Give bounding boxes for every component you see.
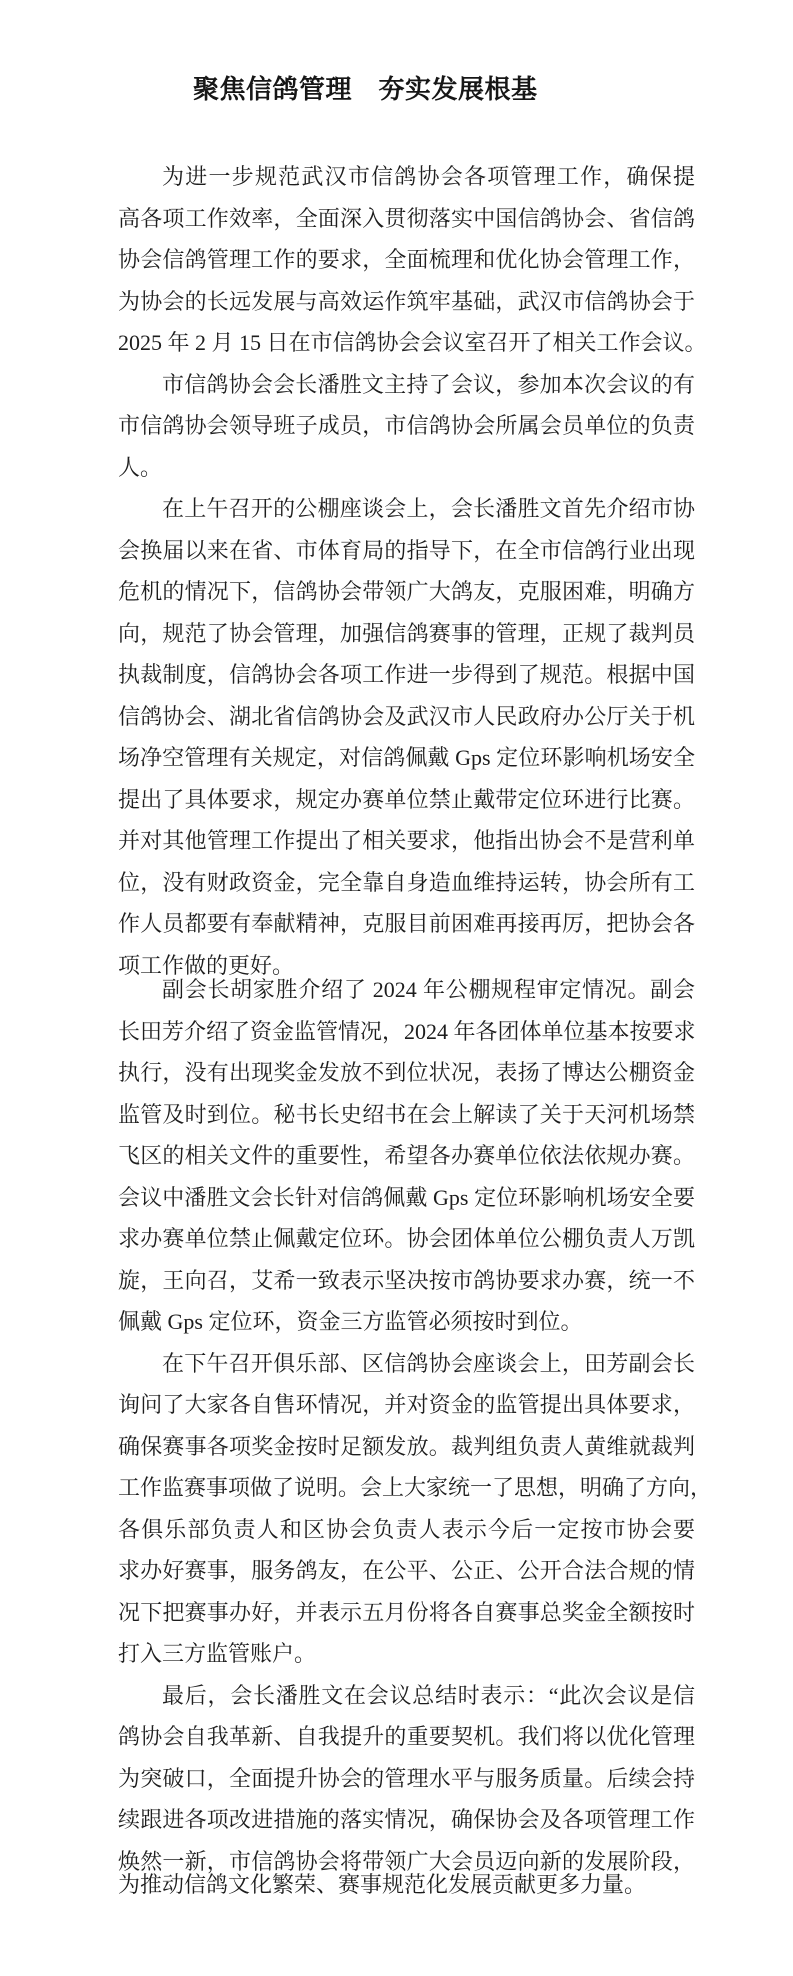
article-body <box>118 156 713 1897</box>
text-line: 佩戴 Gps 定位环，资金三方监管必须按时到位。 <box>118 1309 583 1334</box>
text-line: 焕然一新，市信鸽协会将带领广大会员迈向新的发展阶段， <box>118 1848 695 1874</box>
paragraph <box>118 364 695 489</box>
text-line: 各俱乐部负责人和区协会负责人表示今后一定按市协会要 <box>118 1516 695 1542</box>
text-line: 提出了具体要求，规定办赛单位禁止戴带定位环进行比赛。 <box>118 786 695 812</box>
article-title: 聚焦信鸽管理 夯实发展根基 <box>193 75 538 104</box>
paragraph <box>118 969 695 1343</box>
text-line: 旋，王向召，艾希一致表示坚决按市鸽协要求办赛，统一不 <box>118 1267 695 1293</box>
text-line: 副会长胡家胜介绍了 2024 年公棚规程审定情况。副会 <box>162 977 695 1002</box>
text-line: 市信鸽协会会长潘胜文主持了会议，参加本次会议的有 <box>162 371 695 397</box>
text-line: 在上午召开的公棚座谈会上，会长潘胜文首先介绍市协 <box>162 496 695 521</box>
text-line: 飞区的相关文件的重要性，希望各办赛单位依法依规办赛。 <box>118 1143 695 1168</box>
text-line: 求办好赛事，服务鸽友，在公平、公正、公开合法合规的情 <box>118 1558 695 1583</box>
text-line: 市信鸽协会领导班子成员，市信鸽协会所属会员单位的负责 <box>118 413 695 438</box>
text-line: 为进一步规范武汉市信鸽协会各项管理工作，确保提 <box>162 164 695 189</box>
text-line: 2025 年 2 月 15 日在市信鸽协会会议室召开了相关工作会议。 <box>118 330 707 355</box>
text-line: 执裁制度，信鸽协会各项工作进一步得到了规范。根据中国 <box>118 662 695 687</box>
text-line: 向，规范了协会管理，加强信鸽赛事的管理，正规了裁判员 <box>118 620 695 646</box>
text-line: 信鸽协会、湖北省信鸽协会及武汉市人民政府办公厅关于机 <box>118 703 695 729</box>
text-line: 工作监赛事项做了说明。会上大家统一了思想，明确了方向， <box>118 1475 713 1500</box>
text-line: 询问了大家各自售环情况，并对资金的监管提出具体要求， <box>118 1392 695 1417</box>
text-line: 高各项工作效率，全面深入贯彻落实中国信鸽协会、省信鸽 <box>118 205 695 231</box>
text-line: 危机的情况下，信鸽协会带领广大鸽友，克服困难，明确方 <box>118 579 695 604</box>
text-line: 执行，没有出现奖金发放不到位状况，表扬了博达公棚资金 <box>118 1060 695 1085</box>
text-line: 为推动信鸽文化繁荣、赛事规范化发展贡献更多力量。 <box>118 1872 647 1897</box>
text-line: 最后，会长潘胜文在会议总结时表示：“此次会议是信 <box>162 1682 695 1708</box>
text-line: 场净空管理有关规定，对信鸽佩戴 Gps 定位环影响机场安全 <box>118 745 695 770</box>
text-line: 鸽协会自我革新、自我提升的重要契机。我们将以优化管理 <box>118 1724 695 1749</box>
paragraph <box>118 488 695 986</box>
text-line: 位，没有财政资金，完全靠自身造血维持运转，协会所有工 <box>118 869 695 895</box>
paragraph <box>118 1343 713 1675</box>
text-line: 并对其他管理工作提出了相关要求，他指出协会不是营利单 <box>118 828 695 853</box>
text-line: 协会信鸽管理工作的要求，全面梳理和优化协会管理工作， <box>118 247 695 272</box>
text-line: 项工作做的更好。 <box>118 952 295 978</box>
text-line: 在下午召开俱乐部、区信鸽协会座谈会上，田芳副会长 <box>162 1350 695 1376</box>
paragraph <box>118 156 707 364</box>
text-line: 长田芳介绍了资金监管情况，2024 年各团体单位基本按要求 <box>118 1018 696 1044</box>
text-line: 作人员都要有奉献精神，克服目前困难再接再厉，把协会各 <box>118 911 695 936</box>
text-line: 为协会的长远发展与高效运作筑牢基础，武汉市信鸽协会于 <box>118 288 695 314</box>
text-line: 况下把赛事办好，并表示五月份将各自赛事总奖金全额按时 <box>118 1599 695 1625</box>
text-line: 会议中潘胜文会长针对信鸽佩戴 Gps 定位环影响机场安全要 <box>118 1184 695 1210</box>
text-line: 确保赛事各项奖金按时足额发放。裁判组负责人黄维就裁判 <box>118 1433 695 1459</box>
text-line: 会换届以来在省、市体育局的指导下，在全市信鸽行业出现 <box>118 537 695 563</box>
text-line: 打入三方监管账户。 <box>118 1641 317 1666</box>
paragraph <box>118 1675 695 1898</box>
text-line: 求办赛单位禁止佩戴定位环。协会团体单位公棚负责人万凯 <box>118 1226 695 1251</box>
text-line: 人。 <box>118 454 163 480</box>
text-line: 续跟进各项改进措施的落实情况，确保协会及各项管理工作 <box>118 1807 695 1832</box>
text-line: 为突破口，全面提升协会的管理水平与服务质量。后续会持 <box>118 1765 695 1791</box>
text-line: 监管及时到位。秘书长史绍书在会上解读了关于天河机场禁 <box>118 1101 695 1127</box>
